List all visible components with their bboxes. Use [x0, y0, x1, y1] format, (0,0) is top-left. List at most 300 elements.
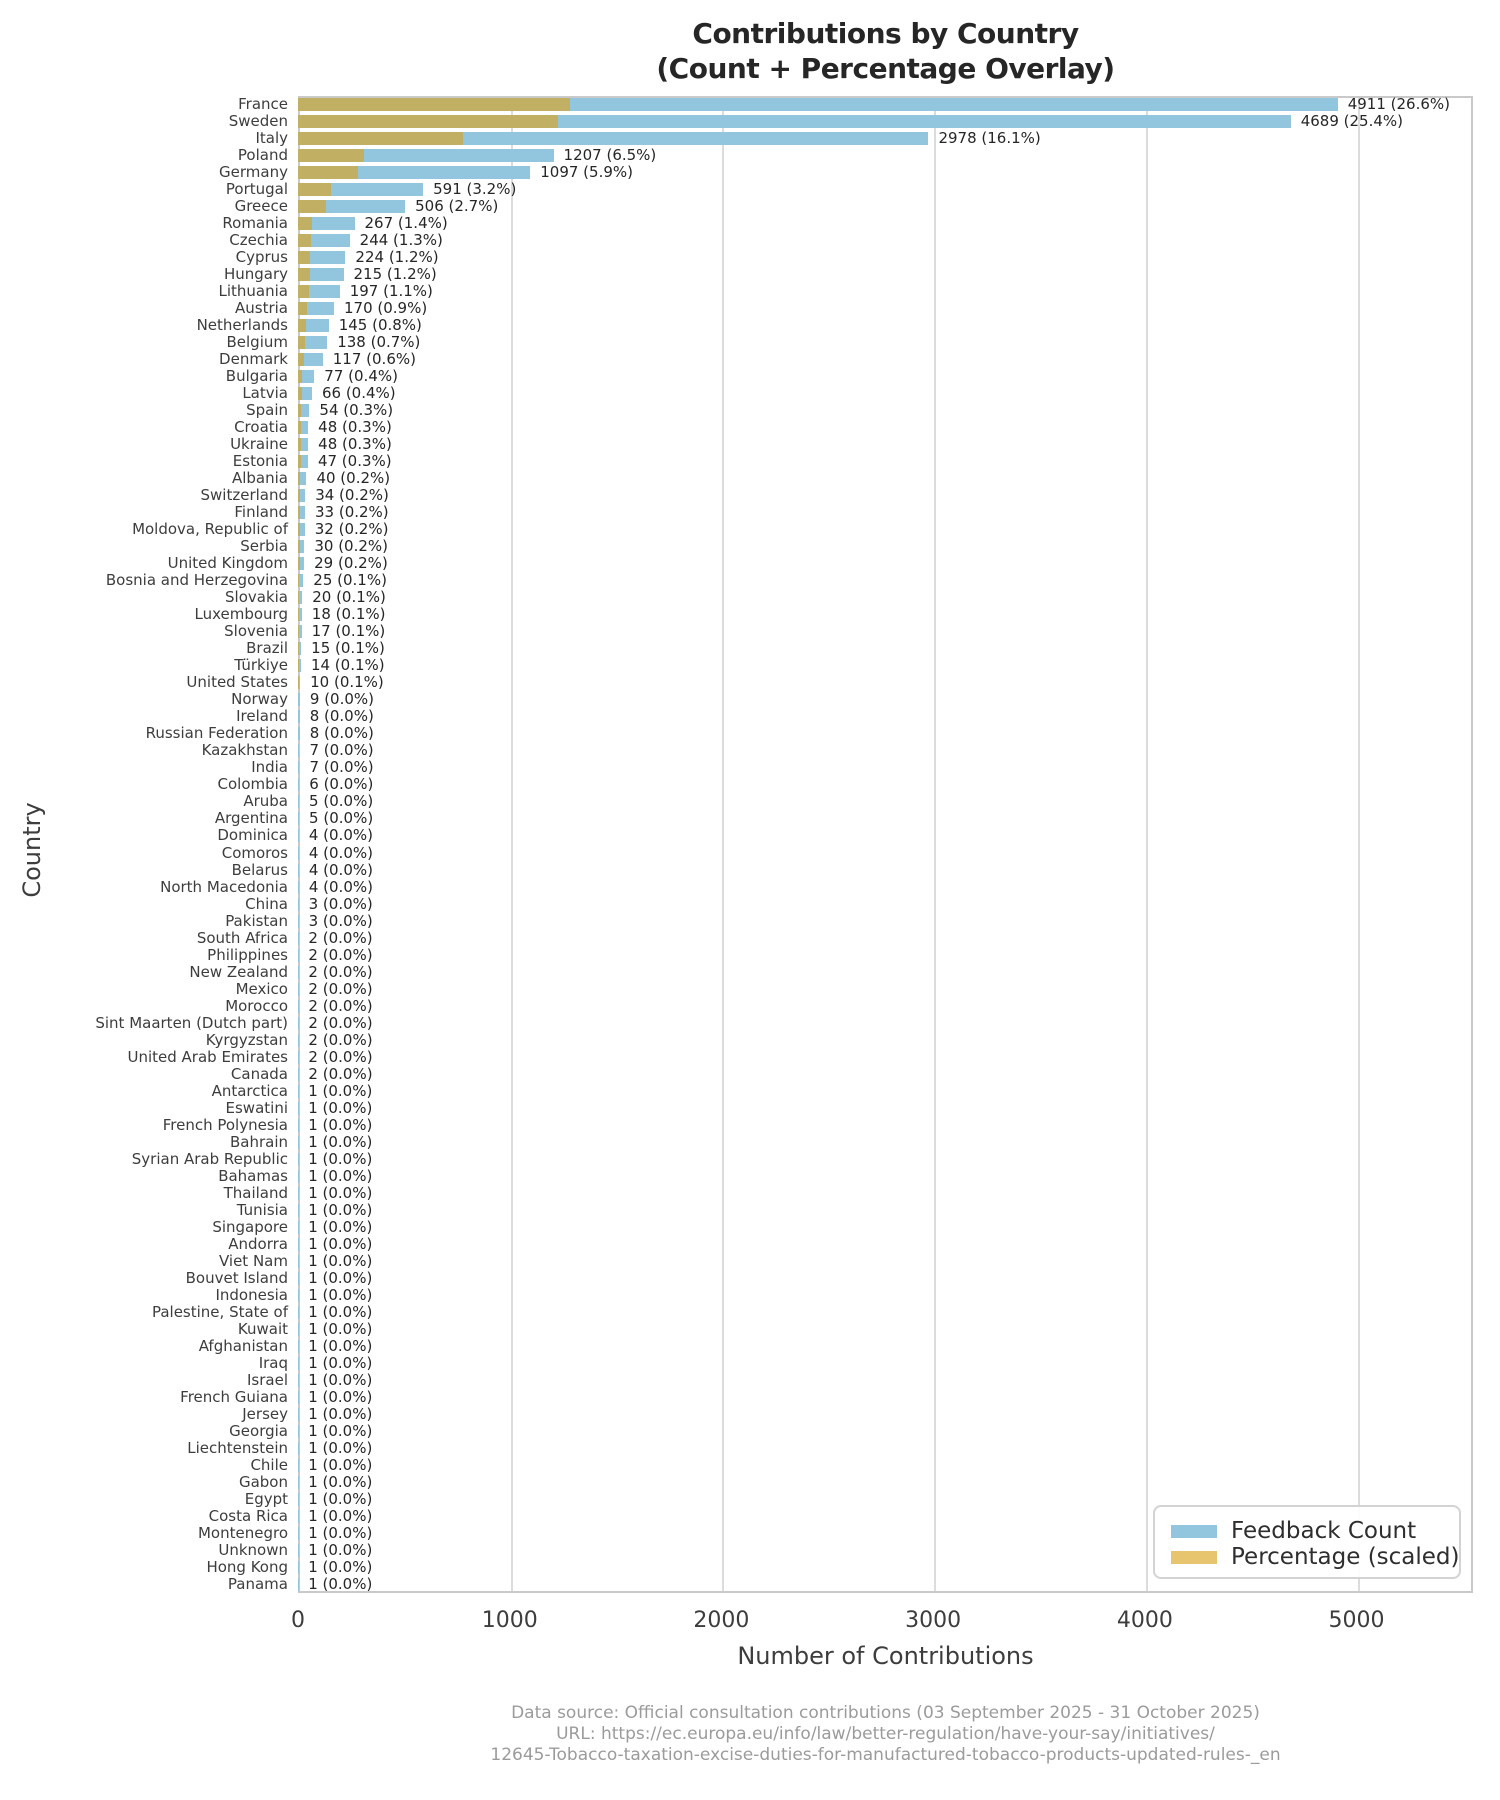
chart-row — [0, 402, 1500, 419]
chart-row — [0, 521, 1500, 538]
value-label: 17 (0.1%) — [311, 622, 386, 641]
value-label: 8 (0.0%) — [309, 724, 374, 743]
x-tick-label: 2000 — [693, 1608, 750, 1633]
value-label: 6 (0.0%) — [309, 775, 374, 794]
country-label: Syrian Arab Republic — [131, 1149, 288, 1168]
percentage-bar — [298, 557, 300, 570]
country-label: Kyrgyzstan — [205, 1030, 288, 1049]
country-label: Jersey — [242, 1404, 288, 1423]
value-label: 9 (0.0%) — [309, 690, 375, 709]
percentage-bar — [298, 98, 570, 111]
percentage-bar — [298, 659, 299, 672]
country-label: Estonia — [232, 452, 288, 471]
value-label: 1 (0.0%) — [308, 1540, 373, 1559]
chart-row — [0, 640, 1500, 657]
chart-row — [0, 589, 1500, 606]
chart-row — [0, 1406, 1500, 1423]
percentage-bar — [298, 421, 301, 434]
value-label: 7 (0.0%) — [309, 741, 374, 760]
chart-row — [0, 1100, 1500, 1117]
chart-row — [0, 896, 1500, 913]
percentage-bar — [298, 217, 312, 230]
country-label: Latvia — [242, 384, 288, 403]
chart-row — [0, 164, 1500, 181]
value-label: 4 (0.0%) — [308, 843, 373, 862]
source-note — [298, 1703, 1473, 1766]
count-bar — [298, 795, 299, 808]
country-label: Dominica — [217, 826, 288, 845]
legend — [1153, 1505, 1461, 1579]
percentage-bar — [298, 302, 307, 315]
country-label: Finland — [234, 503, 288, 522]
country-label: Portugal — [225, 180, 288, 199]
value-label: 14 (0.1%) — [310, 656, 385, 675]
value-label: 40 (0.2%) — [316, 469, 391, 488]
percentage-bar — [298, 608, 299, 621]
percentage-bar — [298, 115, 558, 128]
country-label: Liechtenstein — [187, 1438, 288, 1457]
percentage-bar — [298, 523, 300, 536]
chart-row — [0, 862, 1500, 879]
value-label: 8 (0.0%) — [309, 707, 374, 726]
chart-row — [0, 283, 1500, 300]
value-label: 34 (0.2%) — [315, 486, 389, 505]
chart-row — [0, 1287, 1500, 1304]
country-label: Bahamas — [218, 1166, 288, 1185]
value-label: 25 (0.1%) — [313, 571, 387, 590]
chart-row — [0, 351, 1500, 368]
chart-row — [0, 1304, 1500, 1321]
percentage-bar — [298, 540, 300, 553]
value-label: 1 (0.0%) — [308, 1200, 373, 1219]
value-label: 1 (0.0%) — [308, 1557, 373, 1576]
chart-row — [0, 1049, 1500, 1066]
value-label: 1097 (5.9%) — [540, 163, 633, 182]
country-label: Canada — [230, 1064, 288, 1083]
chart-row — [0, 964, 1500, 981]
chart-row — [0, 725, 1500, 742]
percentage-bar — [298, 183, 331, 196]
country-label: South Africa — [196, 928, 288, 947]
chart-row — [0, 181, 1500, 198]
value-label: 15 (0.1%) — [311, 639, 385, 658]
country-label: Andorra — [228, 1234, 288, 1253]
percentage-bar — [298, 591, 299, 604]
chart-row — [0, 879, 1500, 896]
chart-row — [0, 759, 1500, 776]
value-label: 1 (0.0%) — [308, 1115, 373, 1134]
value-label: 10 (0.1%) — [310, 673, 384, 692]
country-label: Indonesia — [215, 1285, 288, 1304]
country-label: Iraq — [258, 1353, 288, 1372]
value-label: 1 (0.0%) — [308, 1387, 373, 1406]
chart-row — [0, 708, 1500, 725]
chart-row — [0, 998, 1500, 1015]
country-label: Poland — [237, 146, 288, 165]
chart-row — [0, 1440, 1500, 1457]
value-label: 4911 (26.6%) — [1347, 95, 1451, 113]
count-bar — [298, 710, 300, 723]
country-label: Gabon — [238, 1472, 288, 1491]
value-label: 30 (0.2%) — [314, 537, 389, 556]
value-label: 20 (0.1%) — [312, 588, 386, 607]
value-label: 47 (0.3%) — [317, 452, 392, 471]
count-bar — [298, 812, 299, 825]
chart-row — [0, 913, 1500, 930]
country-label: Philippines — [207, 945, 288, 964]
chart-row — [0, 657, 1500, 674]
chart-row — [0, 742, 1500, 759]
country-label: Lithuania — [218, 282, 288, 301]
chart-row — [0, 1236, 1500, 1253]
value-label: 5 (0.0%) — [309, 809, 374, 828]
value-label: 4 (0.0%) — [308, 826, 373, 845]
country-label: Afghanistan — [198, 1336, 288, 1355]
value-label: 1 (0.0%) — [308, 1472, 373, 1491]
country-label: Bouvet Island — [185, 1268, 288, 1287]
country-label: Morocco — [225, 996, 288, 1015]
value-label: 2 (0.0%) — [308, 1064, 373, 1083]
chart-row — [0, 1253, 1500, 1270]
chart-row — [0, 334, 1500, 351]
chart-row — [0, 1321, 1500, 1338]
chart-row — [0, 1032, 1500, 1049]
chart-row — [0, 1423, 1500, 1440]
chart-row — [0, 1270, 1500, 1287]
country-label: French Polynesia — [162, 1115, 288, 1134]
value-label: 1 (0.0%) — [308, 1506, 373, 1525]
value-label: 506 (2.7%) — [415, 197, 499, 216]
percentage-bar — [298, 353, 304, 366]
chart-row — [0, 504, 1500, 521]
value-label: 1 (0.0%) — [308, 1149, 373, 1168]
percentage-bar — [298, 438, 301, 451]
value-label: 2 (0.0%) — [308, 945, 373, 964]
chart-row — [0, 368, 1500, 385]
chart-row — [0, 1372, 1500, 1389]
value-label: 1 (0.0%) — [308, 1217, 373, 1236]
value-label: 48 (0.3%) — [318, 418, 392, 437]
value-label: 1 (0.0%) — [308, 1404, 373, 1423]
country-label: Viet Nam — [218, 1251, 288, 1270]
percentage-bar — [298, 268, 310, 281]
country-label: Sweden — [228, 112, 288, 130]
country-label: Brazil — [246, 639, 288, 658]
value-label: 18 (0.1%) — [311, 605, 386, 624]
country-label: China — [245, 894, 288, 913]
source-note-line2: URL: https://ec.europa.eu/info/law/better-regulation/have-your-say/initiatives/ — [556, 1724, 1215, 1744]
value-label: 1 (0.0%) — [308, 1081, 373, 1100]
country-label: Panama — [227, 1574, 288, 1593]
country-label: Israel — [247, 1370, 288, 1389]
chart-row — [0, 300, 1500, 317]
percentage-bar — [298, 472, 300, 485]
chart-row — [0, 1134, 1500, 1151]
value-label: 2 (0.0%) — [308, 996, 373, 1015]
percentage-bar — [298, 370, 302, 383]
percentage-bar — [298, 319, 306, 332]
chart-title-line1: Contributions by Country — [692, 17, 1079, 50]
value-label: 1 (0.0%) — [308, 1489, 373, 1508]
value-label: 1 (0.0%) — [308, 1353, 373, 1372]
country-label: United States — [186, 673, 288, 692]
x-tick-label: 0 — [291, 1608, 305, 1633]
chart-row — [0, 1219, 1500, 1236]
chart-row — [0, 1168, 1500, 1185]
chart-row — [0, 555, 1500, 572]
country-label: Ireland — [236, 707, 288, 726]
percentage-swatch — [1171, 1551, 1217, 1564]
chart-row — [0, 1389, 1500, 1406]
value-label: 1 (0.0%) — [308, 1132, 373, 1151]
country-label: Romania — [222, 214, 288, 233]
country-label: Kazakhstan — [201, 741, 288, 760]
percentage-bar — [298, 642, 299, 655]
chart-row — [0, 385, 1500, 402]
chart-row — [0, 1474, 1500, 1491]
count-bar — [298, 829, 299, 842]
value-label: 48 (0.3%) — [318, 435, 392, 454]
country-label: Belarus — [231, 860, 288, 879]
chart-title-line2: (Count + Percentage Overlay) — [656, 52, 1115, 85]
chart-row — [0, 130, 1500, 147]
country-label: Aruba — [243, 792, 288, 811]
count-bar — [298, 915, 299, 928]
chart-row — [0, 1185, 1500, 1202]
value-label: 244 (1.3%) — [359, 231, 443, 250]
country-label: Belgium — [226, 333, 288, 352]
x-axis-label: Number of Contributions — [737, 1642, 1034, 1670]
country-label: Hong Kong — [206, 1557, 288, 1576]
country-label: Switzerland — [200, 486, 288, 505]
country-label: United Kingdom — [167, 554, 288, 573]
country-label: Serbia — [240, 537, 288, 556]
chart-row — [0, 1338, 1500, 1355]
value-label: 215 (1.2%) — [353, 265, 437, 284]
country-label: Colombia — [217, 775, 288, 794]
value-label: 145 (0.8%) — [338, 316, 422, 335]
feedback-count-swatch — [1171, 1525, 1217, 1538]
chart-row — [0, 1117, 1500, 1134]
country-label: Slovenia — [224, 622, 288, 641]
country-label: Costa Rica — [208, 1506, 288, 1525]
source-note-line3: 12645-Tobacco-taxation-excise-duties-for-manufactured-tobacco-products-updated-rules-_en — [490, 1745, 1281, 1765]
value-label: 2 (0.0%) — [308, 962, 373, 981]
chart-row — [0, 623, 1500, 640]
country-label: Eswatini — [225, 1098, 288, 1117]
country-label: Sint Maarten (Dutch part) — [95, 1013, 288, 1032]
country-label: Greece — [234, 197, 288, 216]
chart-row — [0, 419, 1500, 436]
chart-row — [0, 1457, 1500, 1474]
country-label: Mexico — [235, 979, 288, 998]
legend-label-feedback-count: Feedback Count — [1231, 1518, 1417, 1544]
value-label: 1207 (6.5%) — [563, 146, 657, 165]
value-label: 1 (0.0%) — [308, 1455, 373, 1474]
country-label: Bahrain — [229, 1132, 288, 1151]
count-bar — [298, 847, 299, 860]
chart-row — [0, 232, 1500, 249]
country-label: Luxembourg — [194, 605, 288, 624]
value-label: 32 (0.2%) — [314, 520, 389, 539]
country-label: Chile — [250, 1455, 288, 1474]
chart-row — [0, 113, 1500, 130]
chart-row — [0, 1083, 1500, 1100]
value-label: 1 (0.0%) — [308, 1234, 373, 1253]
count-bar — [298, 881, 299, 894]
value-label: 591 (3.2%) — [433, 180, 517, 199]
percentage-bar — [298, 166, 358, 179]
chart-row — [0, 147, 1500, 164]
x-tick-label: 3000 — [905, 1608, 962, 1633]
value-label: 1 (0.0%) — [308, 1098, 373, 1117]
chart-row — [0, 1355, 1500, 1372]
chart-row — [0, 1015, 1500, 1032]
chart-row — [0, 538, 1500, 555]
country-label: Czechia — [229, 231, 288, 250]
value-label: 1 (0.0%) — [308, 1523, 373, 1542]
country-label: Türkiye — [234, 656, 288, 675]
country-label: Argentina — [214, 809, 288, 828]
value-label: 197 (1.1%) — [349, 282, 433, 301]
chart-row — [0, 96, 1500, 113]
value-label: 5 (0.0%) — [309, 792, 374, 811]
chart-row — [0, 930, 1500, 947]
country-label: Denmark — [219, 350, 288, 369]
value-label: 3 (0.0%) — [308, 911, 373, 930]
x-tick-label: 5000 — [1328, 1608, 1385, 1633]
percentage-bar — [298, 404, 301, 417]
country-label: Spain — [246, 401, 288, 420]
percentage-bar — [298, 574, 299, 587]
country-label: Georgia — [229, 1421, 288, 1440]
value-label: 3 (0.0%) — [308, 894, 373, 913]
value-label: 2978 (16.1%) — [938, 129, 1041, 148]
country-label: French Guiana — [180, 1387, 288, 1406]
percentage-bar — [298, 234, 311, 247]
count-bar — [298, 761, 299, 774]
x-tick-label: 1000 — [481, 1608, 538, 1633]
value-label: 1 (0.0%) — [308, 1421, 373, 1440]
value-label: 1 (0.0%) — [308, 1574, 373, 1593]
value-label: 1 (0.0%) — [308, 1268, 373, 1287]
country-label: Tunisia — [236, 1200, 288, 1219]
chart-row — [0, 1202, 1500, 1219]
chart-row — [0, 674, 1500, 691]
chart-row — [0, 215, 1500, 232]
y-axis-label: Country — [18, 802, 46, 898]
country-label: Ukraine — [230, 435, 288, 454]
value-label: 33 (0.2%) — [314, 503, 389, 522]
country-label: Pakistan — [225, 911, 288, 930]
percentage-bar — [298, 285, 309, 298]
chart-row — [0, 487, 1500, 504]
value-label: 2 (0.0%) — [308, 979, 373, 998]
chart-row — [0, 453, 1500, 470]
value-label: 1 (0.0%) — [308, 1438, 373, 1457]
chart-row — [0, 776, 1500, 793]
country-label: Bosnia and Herzegovina — [105, 571, 288, 590]
legend-item-percentage — [1171, 1544, 1459, 1570]
count-bar — [298, 778, 299, 791]
percentage-bar — [298, 506, 300, 519]
percentage-bar — [298, 251, 310, 264]
count-bar — [298, 898, 299, 911]
country-label: Hungary — [223, 265, 288, 284]
country-label: India — [251, 758, 288, 777]
country-label: United Arab Emirates — [127, 1047, 288, 1066]
value-label: 1 (0.0%) — [308, 1285, 373, 1304]
country-label: Thailand — [223, 1183, 288, 1202]
chart-row — [0, 793, 1500, 810]
country-label: Kuwait — [237, 1319, 288, 1338]
chart-row — [0, 317, 1500, 334]
percentage-bar — [298, 132, 463, 145]
country-label: Germany — [219, 163, 288, 182]
country-label: Norway — [231, 690, 288, 709]
chart-row — [0, 1066, 1500, 1083]
country-label: Italy — [255, 129, 288, 148]
percentage-bar — [298, 676, 299, 689]
value-label: 224 (1.2%) — [355, 248, 439, 267]
count-bar — [298, 744, 299, 757]
country-label: Palestine, State of — [151, 1302, 288, 1321]
country-label: Moldova, Republic of — [132, 520, 288, 539]
chart-row — [0, 947, 1500, 964]
chart-row — [0, 572, 1500, 589]
chart-row — [0, 1151, 1500, 1168]
chart-row — [0, 198, 1500, 215]
value-label: 1 (0.0%) — [308, 1183, 373, 1202]
x-tick-label: 4000 — [1116, 1608, 1173, 1633]
value-label: 1 (0.0%) — [308, 1370, 373, 1389]
country-label: Russian Federation — [145, 724, 288, 743]
value-label: 1 (0.0%) — [308, 1319, 373, 1338]
country-label: North Macedonia — [160, 877, 288, 896]
chart-title — [298, 16, 1473, 86]
chart-row — [0, 827, 1500, 844]
count-bar — [298, 864, 299, 877]
value-label: 7 (0.0%) — [309, 758, 374, 777]
country-label: Comoros — [221, 843, 288, 862]
value-label: 77 (0.4%) — [324, 367, 398, 386]
country-label: Slovakia — [225, 588, 288, 607]
percentage-bar — [298, 336, 305, 349]
value-label: 2 (0.0%) — [308, 1030, 373, 1049]
value-label: 4 (0.0%) — [308, 877, 373, 896]
value-label: 2 (0.0%) — [308, 928, 373, 947]
percentage-bar — [298, 149, 364, 162]
chart-row — [0, 266, 1500, 283]
country-label: France — [238, 95, 288, 113]
value-label: 66 (0.4%) — [321, 384, 396, 403]
value-label: 117 (0.6%) — [332, 350, 416, 369]
chart-row — [0, 810, 1500, 827]
country-label: Croatia — [234, 418, 288, 437]
source-note-line1: Data source: Official consultation contributions (03 September 2025 - 31 October 2025) — [511, 1703, 1260, 1723]
chart-row — [0, 470, 1500, 487]
bars-layer — [0, 96, 1500, 1593]
country-label: Albania — [231, 469, 288, 488]
count-bar — [298, 693, 300, 706]
chart-row — [0, 436, 1500, 453]
legend-item-feedback-count — [1171, 1518, 1459, 1544]
percentage-bar — [298, 200, 326, 213]
chart-row — [0, 845, 1500, 862]
value-label: 1 (0.0%) — [308, 1251, 373, 1270]
percentage-bar — [298, 455, 301, 468]
legend-label-percentage: Percentage (scaled) — [1231, 1544, 1460, 1570]
